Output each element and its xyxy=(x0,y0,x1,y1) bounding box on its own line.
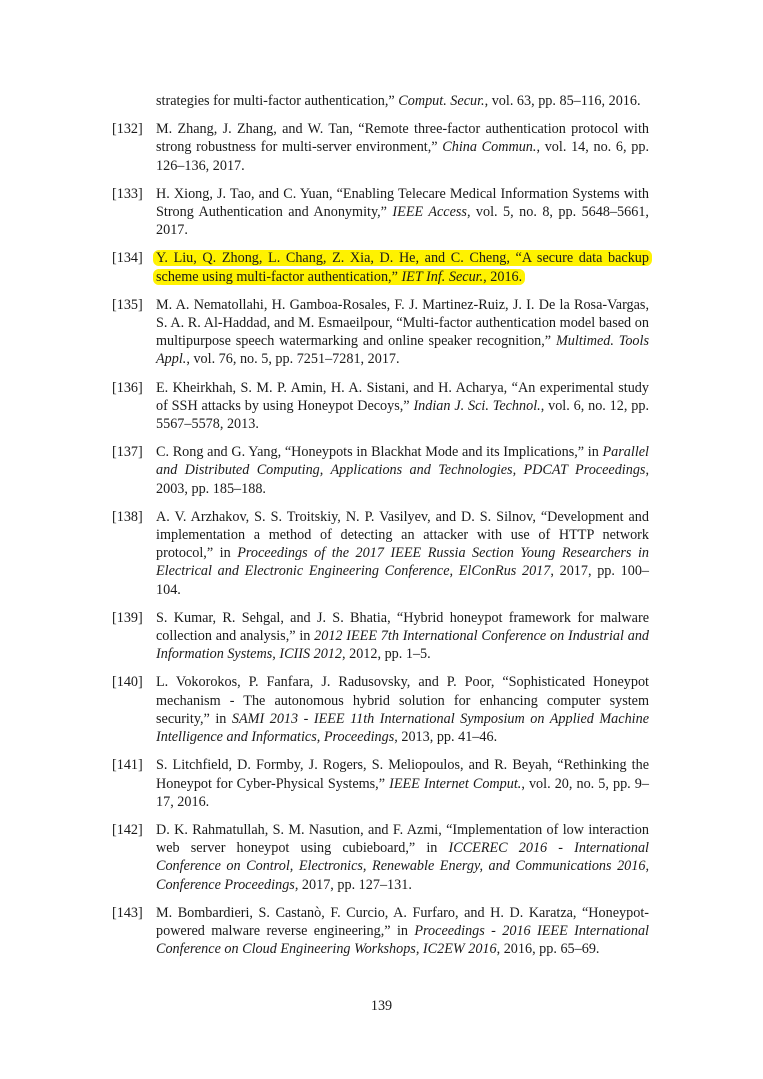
reference-number: [134] xyxy=(112,250,143,267)
reference-number: [132] xyxy=(112,121,143,138)
reference-venue: Proceedings - 2016 IEEE International Conference on Cloud Engineering Workshops, IC2EW 2016 xyxy=(156,922,649,958)
reference-text xyxy=(156,380,649,432)
reference-venue: Parallel and Distributed Computing, Applications and Technologies, PDCAT Proceedings xyxy=(156,444,649,479)
reference-number: [137] xyxy=(112,444,143,461)
reference-segment: M. Bombardieri, S. Castanò, F. Curcio, A. Furfaro, and H. D. Karatza, “Honeypot-powered malware reverse engineering,” in xyxy=(156,904,649,939)
reference-text xyxy=(156,250,649,284)
reference-number: [143] xyxy=(112,904,143,921)
reference-number: [139] xyxy=(112,609,143,626)
reference-item xyxy=(112,756,649,811)
reference-segment: M. A. Nematollahi, H. Gamboa-Rosales, F. J. Martinez-Ruiz, J. I. De la Rosa-Vargas, S. A. R. Al-Haddad, and M. Esmaeilpour, “Multi-factor authentication model based on multipurpose speech watermarking and online speaker recognition,” xyxy=(156,296,649,350)
reference-segment: A. V. Arzhakov, S. S. Troitskiy, N. P. Vasilyev, and D. S. Silnov, “Development and implementation a method of detecting an attacker with use of HTTP network protocol,” in xyxy=(156,508,649,562)
reference-segment: , 2012, pp. 1–5. xyxy=(342,646,431,663)
reference-segment: , 2017, pp. 127–131. xyxy=(294,876,412,893)
reference-venue: Proceedings of the 2017 IEEE Russia Section Young Researchers in Electrical and Electronic Engineering Conference, ElConRus 2017 xyxy=(156,545,649,580)
reference-number: [140] xyxy=(112,674,143,691)
reference-segment: C. Rong and G. Yang, “Honeypots in Blackhat Mode and its Implications,” in xyxy=(156,444,603,461)
reference-venue: IET Inf. Secur. xyxy=(401,268,484,285)
reference-number: [136] xyxy=(112,379,143,396)
reference-item xyxy=(112,821,649,894)
reference-text xyxy=(156,93,641,109)
reference-continuation xyxy=(112,92,649,110)
reference-list xyxy=(112,92,649,968)
reference-number: [142] xyxy=(112,821,143,838)
reference-segment: , 2016, pp. 65–69. xyxy=(496,941,600,958)
reference-venue: China Commun. xyxy=(442,139,537,156)
reference-venue: IEEE Internet Comput. xyxy=(389,775,522,792)
reference-item xyxy=(112,609,649,664)
reference-item xyxy=(112,379,649,434)
reference-segment: , vol. 6, no. 12, pp. 5567–5578, 2013. xyxy=(156,397,649,433)
reference-number: [133] xyxy=(112,185,143,202)
reference-venue: Indian J. Sci. Technol. xyxy=(413,397,541,414)
reference-segment: S. Litchfield, D. Formby, J. Rogers, S. Meliopoulos, and R. Beyah, “Rethinking the Honeypot for Cyber-Physical Systems,” xyxy=(156,757,649,792)
reference-item xyxy=(112,120,649,175)
reference-item xyxy=(112,443,649,498)
reference-item xyxy=(112,185,649,240)
reference-number: [138] xyxy=(112,508,143,525)
reference-text xyxy=(156,905,649,957)
highlighted-reference xyxy=(156,250,649,284)
reference-text xyxy=(156,822,649,893)
reference-segment: , vol. 20, no. 5, pp. 9–17, 2016. xyxy=(156,775,649,810)
reference-segment: H. Xiong, J. Tao, and C. Yuan, “Enabling Telecare Medical Information Systems with Strong Authentication and Anonymity,” xyxy=(156,185,649,221)
reference-segment: , 2013, pp. 41–46. xyxy=(394,729,498,746)
reference-text xyxy=(156,186,649,238)
reference-item xyxy=(112,249,649,285)
reference-segment: , 2016. xyxy=(483,268,523,285)
reference-item xyxy=(112,296,649,369)
reference-segment: E. Kheirkhah, S. M. P. Amin, H. A. Sistani, and H. Acharya, “An experimental study of SSH attacks by using Honeypot Decoys,” xyxy=(156,379,649,414)
reference-text xyxy=(156,444,649,496)
reference-text xyxy=(156,297,649,368)
reference-segment: , vol. 76, no. 5, pp. 7251–7281, 2017. xyxy=(186,351,400,368)
reference-segment: M. Zhang, J. Zhang, and W. Tan, “Remote three-factor authentication protocol with strong robustness for multi-server environment,” xyxy=(156,121,649,156)
reference-venue: 2012 IEEE 7th International Conference on Industrial and Information Systems, ICIIS 2012 xyxy=(156,628,650,663)
reference-item xyxy=(112,673,649,746)
page-number: 139 xyxy=(370,998,393,1014)
reference-item xyxy=(112,508,649,599)
reference-segment: , 2017, pp. 100–104. xyxy=(156,563,650,598)
reference-segment: L. Vokorokos, P. Fanfara, J. Radusovsky, and P. Poor, “Sophisticated Honeypot mechanism - The autonomous hybrid solution for enhancing computer system security,” in xyxy=(156,674,649,727)
reference-number: [135] xyxy=(112,296,143,313)
reference-number: [141] xyxy=(112,757,143,774)
reference-venue: IEEE Access xyxy=(392,204,467,221)
reference-text xyxy=(156,610,649,662)
reference-text xyxy=(156,509,649,598)
reference-segment: strategies for multi-factor authentication,” xyxy=(156,93,399,109)
reference-segment: Y. Liu, Q. Zhong, L. Chang, Z. Xia, D. He, and C. Cheng, “A secure data backup scheme using multi-factor authentication,” xyxy=(156,250,649,285)
reference-text xyxy=(156,757,649,809)
reference-text xyxy=(156,674,649,745)
reference-segment: S. Kumar, R. Sehgal, and J. S. Bhatia, “Hybrid honeypot framework for malware collection and analysis,” in xyxy=(156,609,649,645)
reference-segment: , vol. 63, pp. 85–116, 2016. xyxy=(484,93,641,109)
reference-item xyxy=(112,904,649,959)
reference-text xyxy=(156,121,649,173)
reference-segment: , 2003, pp. 185–188. xyxy=(156,462,649,497)
reference-segment: , vol. 5, no. 8, pp. 5648–5661, 2017. xyxy=(156,204,649,239)
reference-segment: , vol. 14, no. 6, pp. 126–136, 2017. xyxy=(156,139,649,174)
reference-segment: D. K. Rahmatullah, S. M. Nasution, and F. Azmi, “Implementation of low interaction web server honeypot using cubieboard,” in xyxy=(156,821,649,857)
reference-venue: ICCEREC 2016 - International Conference on Control, Electronics, Renewable Energy, and Communications 2016, Conference Proceedings xyxy=(156,840,650,893)
reference-venue: Comput. Secur. xyxy=(398,93,485,109)
reference-venue: SAMI 2013 - IEEE 11th International Symposium on Applied Machine Intelligence and Informatics, Proceedings xyxy=(156,710,649,746)
reference-venue: Multimed. Tools Appl. xyxy=(156,333,649,368)
